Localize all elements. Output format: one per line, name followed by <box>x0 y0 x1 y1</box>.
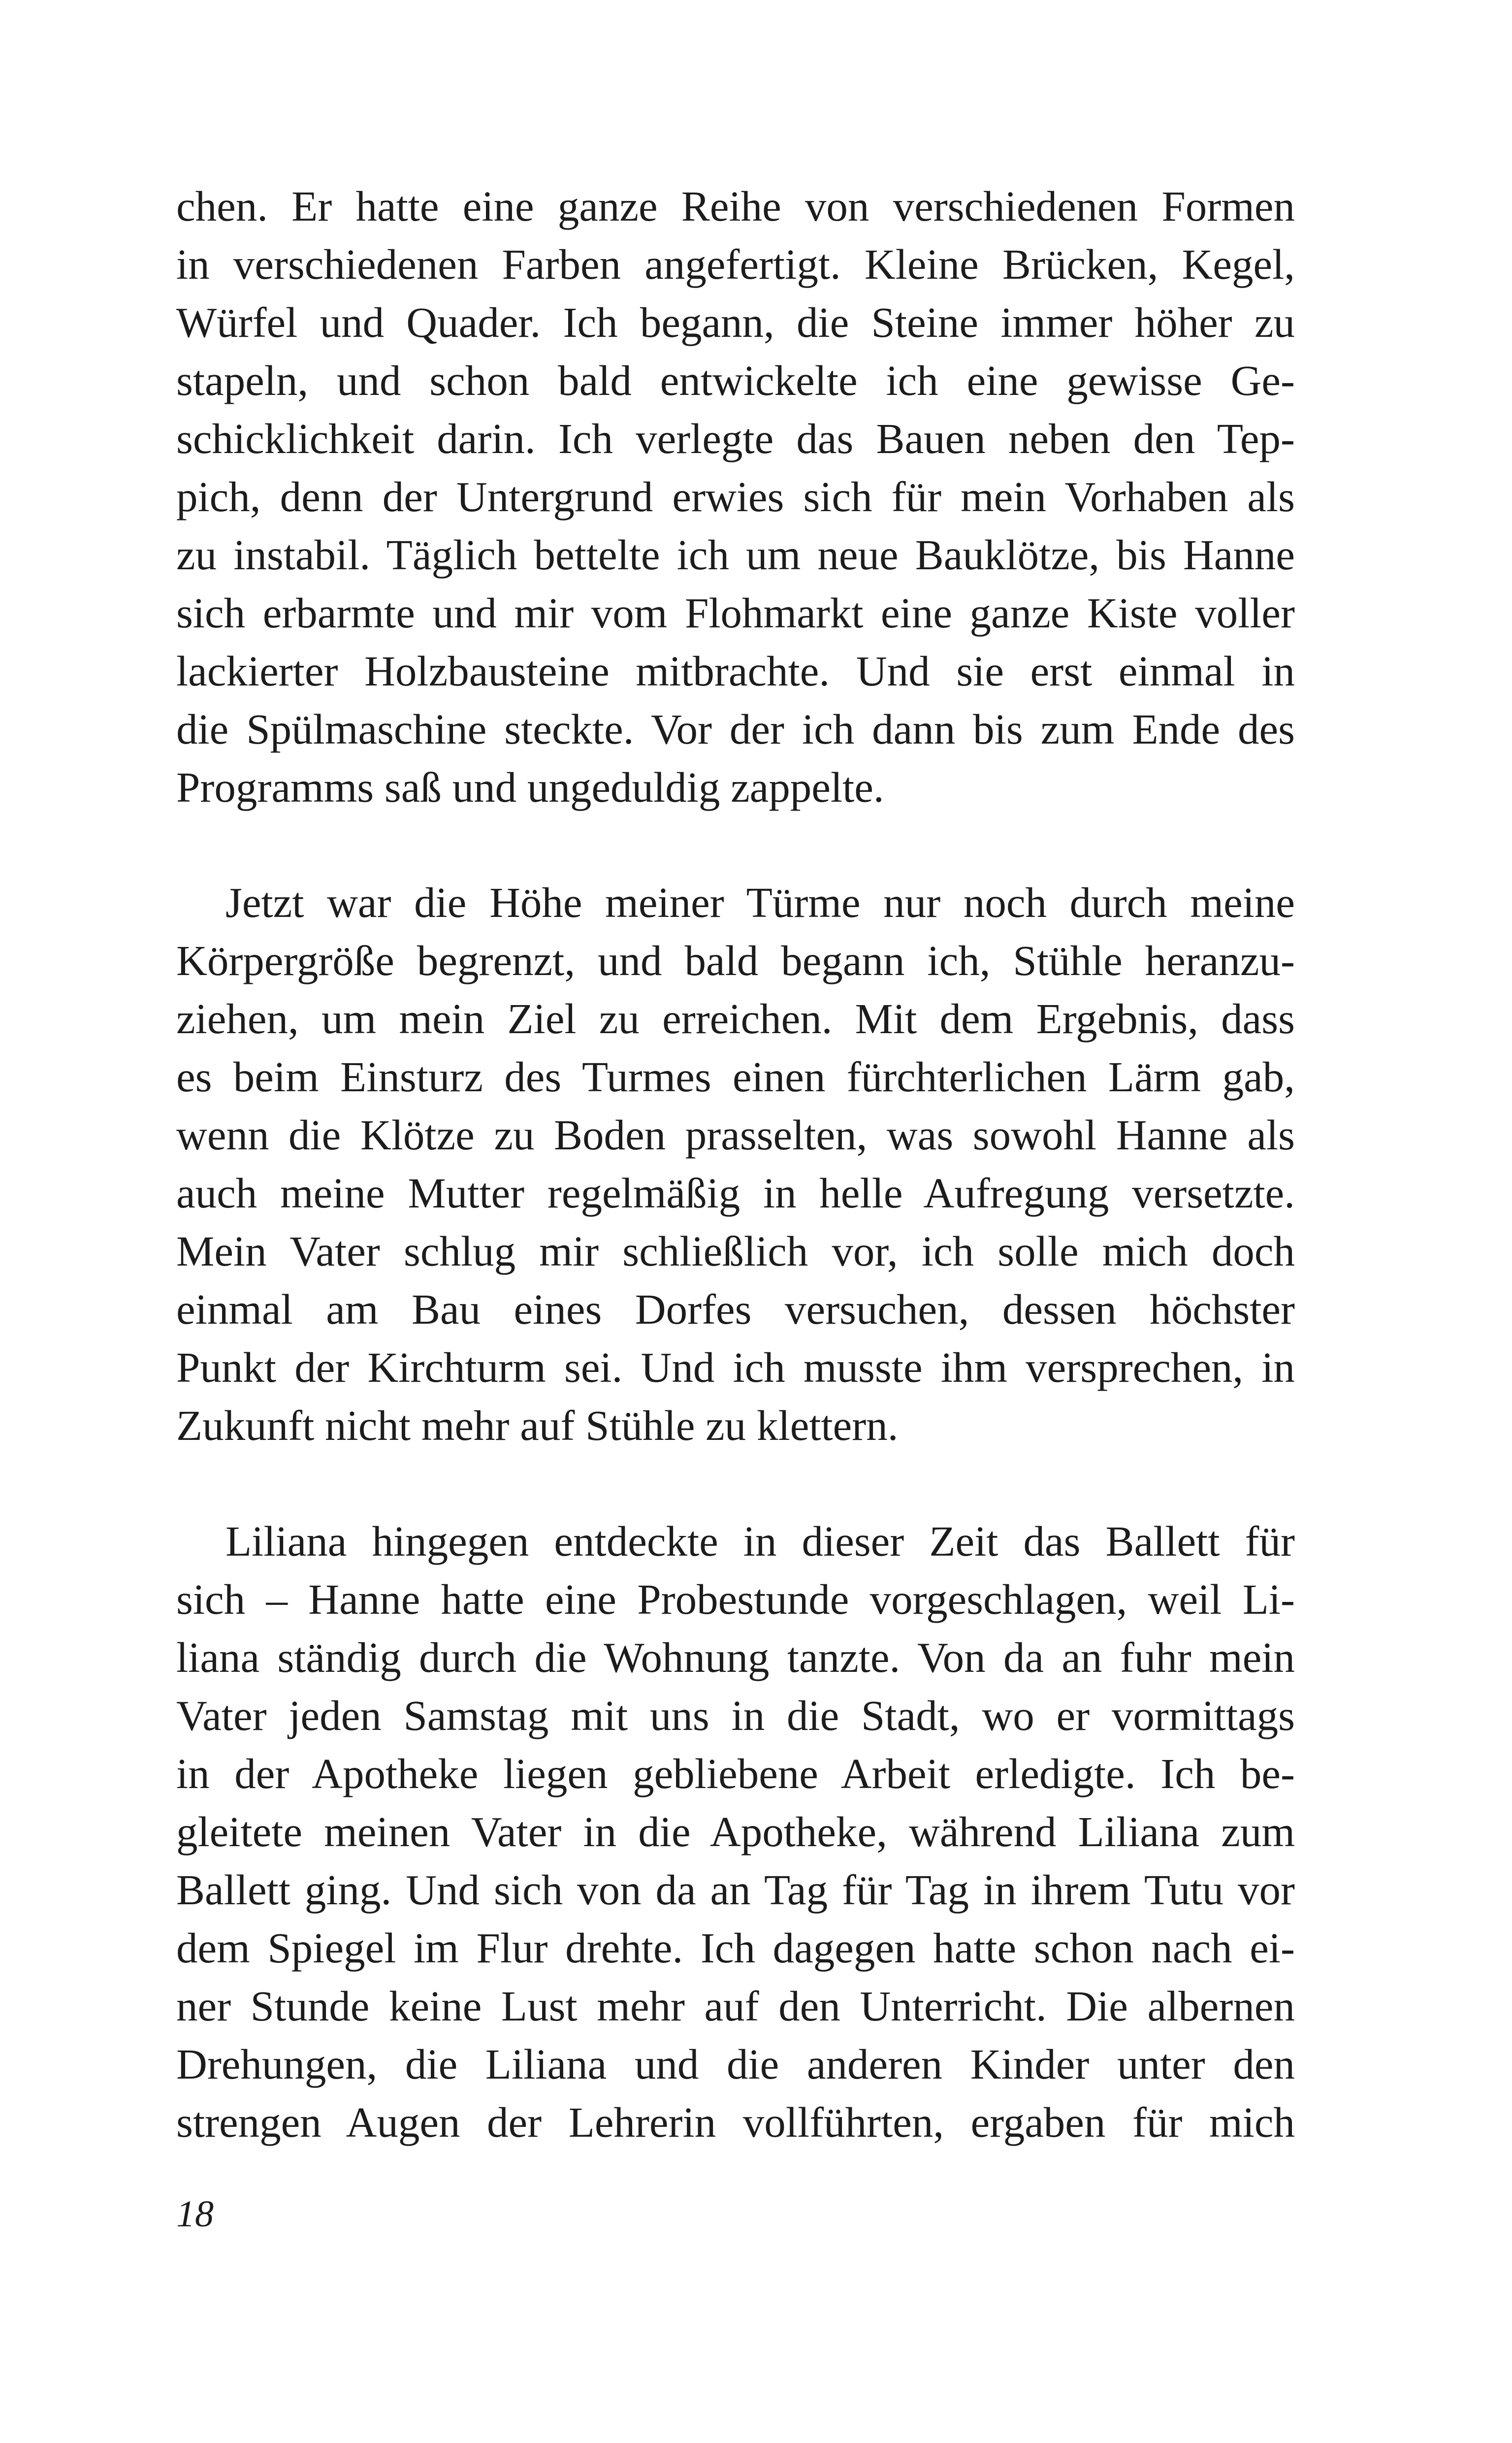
page-number: 18 <box>176 2193 214 2235</box>
text-line: in der Apotheke liegen gebliebene Arbeit erledigte. Ich be- <box>176 1750 1295 1797</box>
text-line: strengen Augen der Lehrerin vollführten, ergaben für mich <box>176 2098 1295 2146</box>
paragraph-1 <box>176 177 1295 816</box>
text-line: die Spülmaschine steckte. Vor der ich dann bis zum Ende des <box>176 705 1295 753</box>
text-line: Vater jeden Samstag mit uns in die Stadt, wo er vormittags <box>176 1692 1295 1739</box>
text-line: sich – Hanne hatte eine Probestunde vorgeschlagen, weil Li- <box>176 1575 1295 1623</box>
text-line: Liliana hingegen entdeckte in dieser Zeit das Ballett für <box>225 1517 1295 1565</box>
text-line: stapeln, und schon bald entwickelte ich eine gewisse Ge- <box>176 357 1295 404</box>
text-line: Zukunft nicht mehr auf Stühle zu klettern. <box>176 1401 899 1449</box>
text-line: gleitete meinen Vater in die Apotheke, während Liliana zum <box>176 1808 1295 1856</box>
text-line: es beim Einsturz des Turmes einen fürchterlichen Lärm gab, <box>176 1053 1295 1101</box>
text-line: Programms saß und ungeduldig zappelte. <box>176 763 884 811</box>
text-line: einmal am Bau eines Dorfes versuchen, dessen höchster <box>176 1285 1295 1333</box>
text-line: wenn die Klötze zu Boden prasselten, was sowohl Hanne als <box>176 1111 1295 1159</box>
text-line: lackierter Holzbausteine mitbrachte. Und sie erst einmal in <box>176 647 1295 695</box>
paragraph-3 <box>176 1512 1295 2151</box>
text-line: Ballett ging. Und sich von da an Tag für Tag in ihrem Tutu vor <box>176 1866 1295 1914</box>
text-line: auch meine Mutter regelmäßig in helle Aufregung versetzte. <box>176 1169 1295 1217</box>
paragraph-2 <box>176 874 1295 1455</box>
text-line: schicklichkeit darin. Ich verlegte das Bauen neben den Tep- <box>176 415 1295 462</box>
text-line: ziehen, um mein Ziel zu erreichen. Mit dem Ergebnis, dass <box>176 995 1295 1042</box>
text-line: Körpergröße begrenzt, und bald begann ich, Stühle heranzu- <box>176 937 1295 984</box>
text-line: ner Stunde keine Lust mehr auf den Unterricht. Die albernen <box>176 1982 1295 2030</box>
text-line: dem Spiegel im Flur drehte. Ich dagegen hatte schon nach ei- <box>176 1924 1295 1972</box>
text-line: in verschiedenen Farben angefertigt. Kleine Brücken, Kegel, <box>176 240 1295 288</box>
text-line: liana ständig durch die Wohnung tanzte. Von da an fuhr mein <box>176 1633 1295 1681</box>
text-line: Mein Vater schlug mir schließlich vor, ich solle mich doch <box>176 1227 1295 1275</box>
text-line: Punkt der Kirchturm sei. Und ich musste ihm versprechen, in <box>176 1343 1295 1391</box>
text-line: sich erbarmte und mir vom Flohmarkt eine ganze Kiste voller <box>176 589 1295 637</box>
text-line: Drehungen, die Liliana und die anderen Kinder unter den <box>176 2040 1295 2088</box>
text-line: Würfel und Quader. Ich begann, die Steine immer höher zu <box>176 298 1295 346</box>
text-line: Jetzt war die Höhe meiner Türme nur noch durch meine <box>225 879 1295 926</box>
text-line: zu instabil. Täglich bettelte ich um neue Bauklötze, bis Hanne <box>176 531 1295 579</box>
text-line: pich, denn der Untergrund erwies sich für mein Vorhaben als <box>176 473 1295 521</box>
text-line: chen. Er hatte eine ganze Reihe von verschiedenen Formen <box>176 182 1295 230</box>
